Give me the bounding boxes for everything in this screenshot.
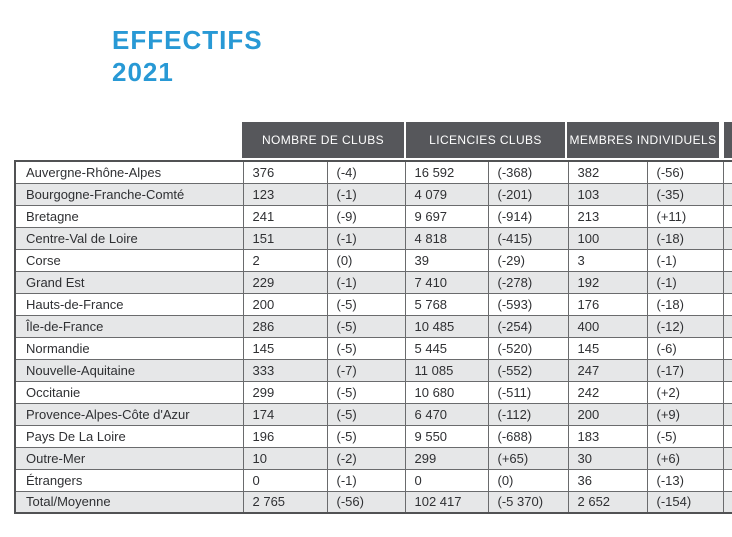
value-cell: 2 765 — [243, 491, 327, 513]
clipped-cell — [723, 249, 732, 271]
value-cell: (-254) — [488, 315, 568, 337]
value-cell: 0 — [405, 469, 488, 491]
value-cell: (+65) — [488, 447, 568, 469]
value-cell: (-5) — [327, 403, 405, 425]
table-row — [15, 315, 732, 337]
region-cell: Corse — [15, 249, 243, 271]
value-cell: 2 — [243, 249, 327, 271]
value-cell: 102 417 — [405, 491, 488, 513]
value-cell: 36 — [568, 469, 647, 491]
value-cell: (-35) — [647, 183, 723, 205]
value-cell: 299 — [405, 447, 488, 469]
value-cell: 241 — [243, 205, 327, 227]
value-cell: (-5) — [647, 425, 723, 447]
value-cell: (+6) — [647, 447, 723, 469]
value-cell: (-5) — [327, 293, 405, 315]
column-group-label: MEMBRES INDIVIDUELS — [569, 133, 717, 147]
value-cell: 30 — [568, 447, 647, 469]
value-cell: 5 768 — [405, 293, 488, 315]
region-cell: Grand Est — [15, 271, 243, 293]
value-cell: (-5) — [327, 337, 405, 359]
value-cell: 7 410 — [405, 271, 488, 293]
value-cell: (-18) — [647, 293, 723, 315]
value-cell: (-1) — [647, 271, 723, 293]
table-row — [15, 161, 732, 183]
value-cell: 229 — [243, 271, 327, 293]
table-row — [15, 249, 732, 271]
clipped-cell — [723, 227, 732, 249]
value-cell: (-5) — [327, 315, 405, 337]
region-cell: Outre-Mer — [15, 447, 243, 469]
value-cell: (-914) — [488, 205, 568, 227]
value-cell: (-520) — [488, 337, 568, 359]
value-cell: (-1) — [327, 183, 405, 205]
clipped-cell — [723, 425, 732, 447]
value-cell: (+9) — [647, 403, 723, 425]
value-cell: 4 818 — [405, 227, 488, 249]
clipped-cell — [723, 205, 732, 227]
value-cell: (-5 370) — [488, 491, 568, 513]
value-cell: (-154) — [647, 491, 723, 513]
column-group-label: LICENCIES CLUBS — [429, 133, 542, 147]
value-cell: 400 — [568, 315, 647, 337]
value-cell: (-7) — [327, 359, 405, 381]
value-cell: 376 — [243, 161, 327, 183]
table-row — [15, 491, 732, 513]
value-cell: 0 — [243, 469, 327, 491]
region-cell: Auvergne-Rhône-Alpes — [15, 161, 243, 183]
value-cell: 9 550 — [405, 425, 488, 447]
value-cell: 151 — [243, 227, 327, 249]
value-cell: (0) — [327, 249, 405, 271]
value-cell: 3 — [568, 249, 647, 271]
value-cell: (-1) — [327, 271, 405, 293]
value-cell: (-18) — [647, 227, 723, 249]
table-row — [15, 227, 732, 249]
value-cell: 2 652 — [568, 491, 647, 513]
clipped-cell — [723, 403, 732, 425]
value-cell: (-1) — [327, 227, 405, 249]
value-cell: (-56) — [327, 491, 405, 513]
region-cell: Hauts-de-France — [15, 293, 243, 315]
value-cell: (-6) — [647, 337, 723, 359]
table-row — [15, 183, 732, 205]
value-cell: (-5) — [327, 425, 405, 447]
value-cell: 100 — [568, 227, 647, 249]
region-cell: Étrangers — [15, 469, 243, 491]
value-cell: (-1) — [647, 249, 723, 271]
value-cell: (-415) — [488, 227, 568, 249]
value-cell: 103 — [568, 183, 647, 205]
table-row — [15, 271, 732, 293]
column-group-header-membres-individuels — [567, 122, 719, 158]
value-cell: 213 — [568, 205, 647, 227]
value-cell: (+2) — [647, 381, 723, 403]
region-cell: Centre-Val de Loire — [15, 227, 243, 249]
value-cell: 5 445 — [405, 337, 488, 359]
value-cell: 192 — [568, 271, 647, 293]
value-cell: (-9) — [327, 205, 405, 227]
clipped-cell — [723, 337, 732, 359]
value-cell: (-17) — [647, 359, 723, 381]
value-cell: (-688) — [488, 425, 568, 447]
value-cell: (-12) — [647, 315, 723, 337]
region-cell: Île-de-France — [15, 315, 243, 337]
value-cell: (-593) — [488, 293, 568, 315]
value-cell: 200 — [568, 403, 647, 425]
value-cell: (-56) — [647, 161, 723, 183]
value-cell: (-2) — [327, 447, 405, 469]
value-cell: 176 — [568, 293, 647, 315]
value-cell: 382 — [568, 161, 647, 183]
page-title-line2: 2021 — [112, 57, 174, 87]
value-cell: (-5) — [327, 381, 405, 403]
region-cell: Nouvelle-Aquitaine — [15, 359, 243, 381]
value-cell: (-1) — [327, 469, 405, 491]
region-cell: Provence-Alpes-Côte d'Azur — [15, 403, 243, 425]
value-cell: 10 680 — [405, 381, 488, 403]
clipped-cell — [723, 381, 732, 403]
table-row — [15, 403, 732, 425]
clipped-cell — [723, 293, 732, 315]
value-cell: 299 — [243, 381, 327, 403]
value-cell: 39 — [405, 249, 488, 271]
value-cell: (-112) — [488, 403, 568, 425]
region-cell: Bretagne — [15, 205, 243, 227]
page-title — [112, 24, 263, 88]
value-cell: 200 — [243, 293, 327, 315]
region-cell: Pays De La Loire — [15, 425, 243, 447]
value-cell: 10 485 — [405, 315, 488, 337]
table-row — [15, 359, 732, 381]
table-row — [15, 469, 732, 491]
region-cell: Occitanie — [15, 381, 243, 403]
value-cell: 286 — [243, 315, 327, 337]
value-cell: (-13) — [647, 469, 723, 491]
clipped-cell — [723, 161, 732, 183]
clipped-cell — [723, 183, 732, 205]
value-cell: (-552) — [488, 359, 568, 381]
table-row — [15, 293, 732, 315]
table-row — [15, 447, 732, 469]
value-cell: (-201) — [488, 183, 568, 205]
value-cell: 4 079 — [405, 183, 488, 205]
value-cell: (-368) — [488, 161, 568, 183]
clipped-cell — [723, 315, 732, 337]
table-row — [15, 337, 732, 359]
value-cell: 196 — [243, 425, 327, 447]
value-cell: 174 — [243, 403, 327, 425]
value-cell: 6 470 — [405, 403, 488, 425]
region-cell: Normandie — [15, 337, 243, 359]
effectifs-table — [14, 122, 732, 534]
value-cell: 145 — [568, 337, 647, 359]
region-cell: Total/Moyenne — [15, 491, 243, 513]
value-cell: (-278) — [488, 271, 568, 293]
value-cell: 145 — [243, 337, 327, 359]
column-group-header-nombre-de-clubs — [242, 122, 404, 158]
value-cell: (0) — [488, 469, 568, 491]
value-cell: (-511) — [488, 381, 568, 403]
value-cell: 247 — [568, 359, 647, 381]
column-group-header-licencies-clubs — [406, 122, 565, 158]
value-cell: 10 — [243, 447, 327, 469]
value-cell: 183 — [568, 425, 647, 447]
table-row — [15, 205, 732, 227]
column-group-header-clipped — [724, 122, 732, 158]
clipped-cell — [723, 447, 732, 469]
value-cell: 16 592 — [405, 161, 488, 183]
value-cell: 9 697 — [405, 205, 488, 227]
clipped-cell — [723, 271, 732, 293]
value-cell: (-29) — [488, 249, 568, 271]
page-title-line1: EFFECTIFS — [112, 25, 263, 55]
clipped-cell — [723, 469, 732, 491]
table-body — [15, 161, 732, 513]
effectifs-data-table — [14, 160, 732, 514]
clipped-cell — [723, 491, 732, 513]
value-cell: 11 085 — [405, 359, 488, 381]
region-cell: Bourgogne-Franche-Comté — [15, 183, 243, 205]
value-cell: 242 — [568, 381, 647, 403]
table-row — [15, 381, 732, 403]
value-cell: 333 — [243, 359, 327, 381]
value-cell: 123 — [243, 183, 327, 205]
value-cell: (-4) — [327, 161, 405, 183]
clipped-cell — [723, 359, 732, 381]
value-cell: (+11) — [647, 205, 723, 227]
column-group-label: NOMBRE DE CLUBS — [261, 133, 385, 147]
table-row — [15, 425, 732, 447]
